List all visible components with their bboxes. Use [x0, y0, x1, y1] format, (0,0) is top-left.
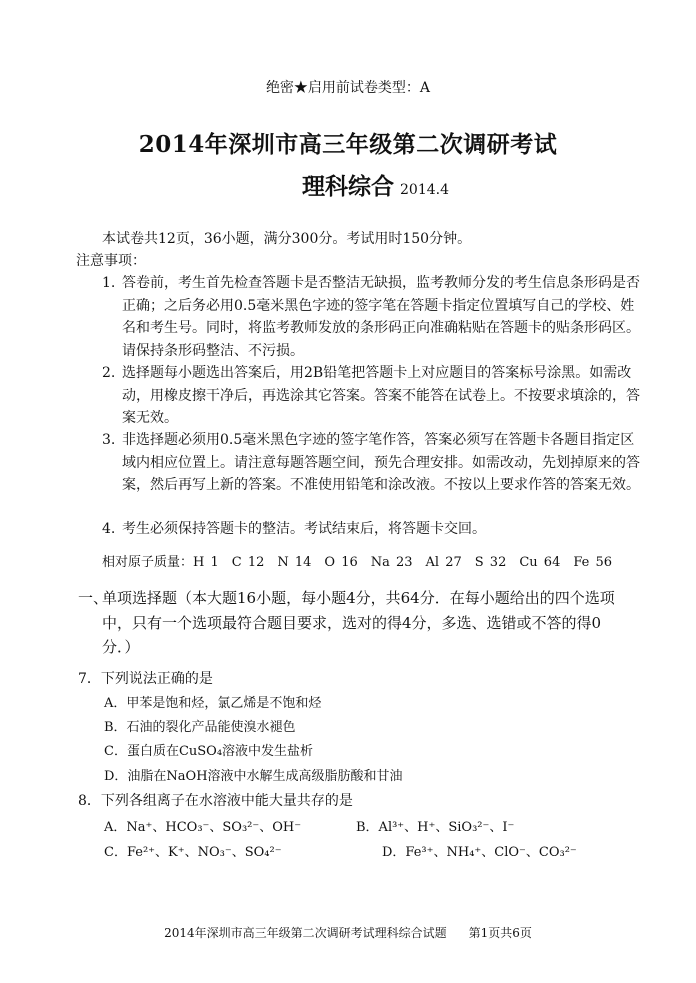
notice-number: 4. [102, 521, 116, 537]
question-8-option-a: A．Na⁺、HCO₃⁻、SO₃²⁻、OH⁻ [104, 820, 302, 835]
notice-item [102, 362, 642, 430]
notice-text: 非选择题必须用0.5毫米黑色字迹的签字笔作答，答案必须写在答题卡各题目指定区域内相应位置上。请注意每题答题空间，预先合理安排。如需改动，先划掉原来的答案，然后再写上新的答案。不准使用铅笔和涂改液。不按以上要求作答的答案无效。 [122, 432, 640, 493]
notice-heading: 注意事项： [76, 253, 146, 269]
question-8-stem: 8．下列各组离子在水溶液中能大量共存的是 [78, 793, 353, 809]
question-8-option-d: D．Fe³⁺、NH₄⁺、ClO⁻、CO₃²⁻ [382, 845, 577, 860]
page-footer [0, 924, 696, 941]
question-7-option-b: B．石油的裂化产品能使溴水褪色 [104, 720, 296, 735]
exam-date: 2014.4 [400, 182, 449, 198]
secret-classification-line: 绝密★启用前试卷类型：A [265, 80, 431, 96]
notice-number: 2. [102, 365, 116, 381]
notice-item [102, 429, 642, 497]
footer-title: 2014年深圳市高三年级第二次调研考试理科综合试题 [164, 926, 447, 940]
footer-page-number: 第1页共6页 [468, 926, 532, 940]
atomic-masses: 相对原子质量：H 1 C 12 N 14 O 16 Na 23 Al 27 S 32 Cu 64 Fe 56 [102, 555, 613, 570]
notice-number: 1. [102, 275, 116, 291]
question-8-option-c: C．Fe²⁺、K⁺、NO₃⁻、SO₄²⁻ [104, 845, 282, 860]
notice-item [102, 272, 642, 362]
section-heading [78, 586, 628, 660]
notice-number: 3. [102, 432, 116, 448]
question-7-stem: 7．下列说法正确的是 [78, 671, 213, 687]
section-instructions: 单项选择题（本大题16小题，每小题4分，共64分．在每小题给出的四个选项中，只有一个选项最符合题目要求，选对的得4分，多选、选错或不答的得0分．） [102, 589, 615, 656]
notice-text: 答卷前，考生首先检查答题卡是否整洁无缺损，监考教师分发的考生信息条形码是否正确；之后务必用0.5毫米黑色字迹的签字笔在答题卡指定位置填写自己的学校、姓名和考生号。同时，将监考教师发放的条形码正向准确粘贴在答题卡的贴条形码区。请保持条形码整洁、不污损。 [122, 275, 640, 359]
question-7-option-c: C．蛋白质在CuSO₄溶液中发生盐析 [104, 744, 314, 759]
exam-title: 2014年深圳市高三年级第二次调研考试 [138, 131, 558, 158]
question-7-option-a: A．甲苯是饱和烃，氯乙烯是不饱和烃 [104, 696, 322, 711]
section-number: 一、 [78, 589, 109, 607]
question-7-option-d: D．油脂在NaOH溶液中水解生成高级脂肪酸和甘油 [104, 769, 403, 784]
subject-name: 理科综合 [302, 173, 394, 200]
notice-text: 选择题每小题选出答案后，用2B铅笔把答题卡上对应题目的答案标号涂黑。如需改动，用橡皮擦干净后，再选涂其它答案。答案不能答在试卷上。不按要求填涂的，答案无效。 [122, 365, 640, 426]
notice-text: 考生必须保持答题卡的整洁。考试结束后，将答题卡交回。 [122, 521, 486, 537]
exam-subtitle [302, 168, 449, 201]
notice-item [102, 518, 642, 541]
question-8-option-b: B．Al³⁺、H⁺、SiO₃²⁻、I⁻ [356, 820, 515, 835]
exam-intro: 本试卷共12页，36小题，满分300分。考试用时150分钟。 [102, 231, 472, 247]
